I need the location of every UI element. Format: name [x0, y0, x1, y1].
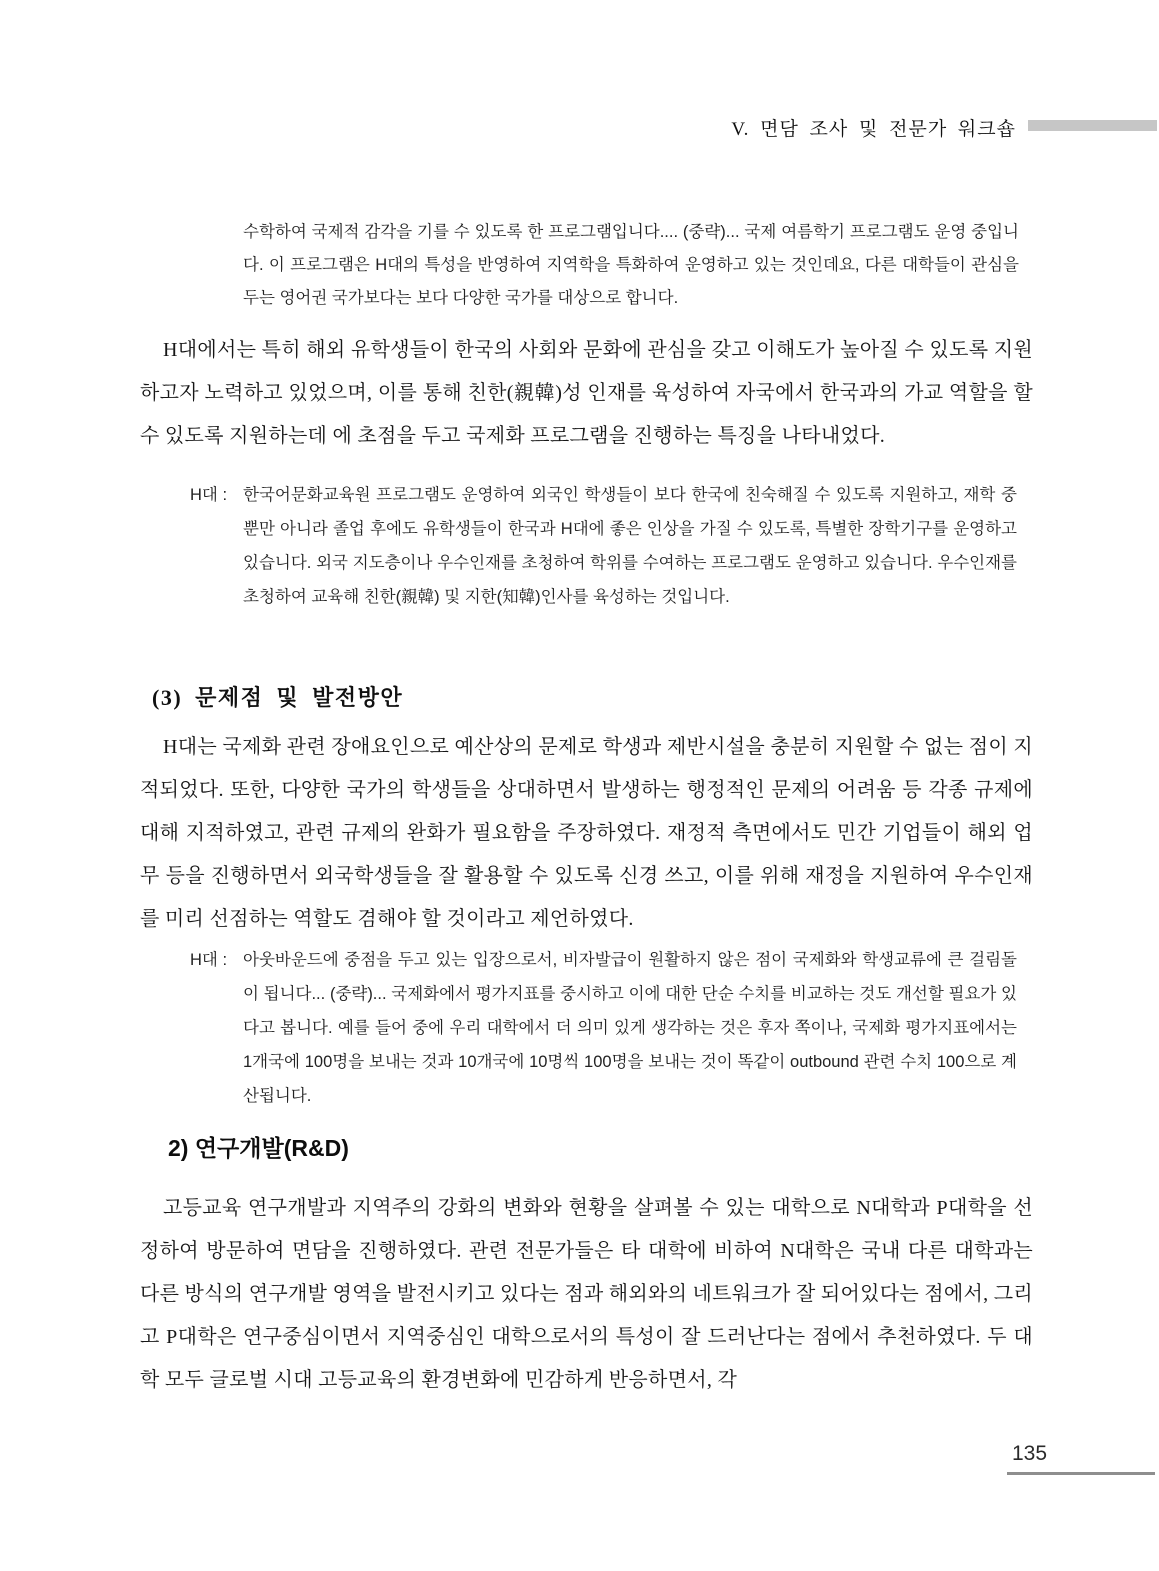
quote-continuation-block: 수학하여 국제적 감각을 기를 수 있도록 한 프로그램입니다.... (중략)... 국제 여름학기 프로그램도 운영 중입니다. 이 프로그램은 H대의 특성을 반영하여 지역학을 특화하여 운영하고 있는 것인데요, 다른 대학들이 관심을 두는 영어권 국가보다는 보다 다양한 국가를 대상으로 합니다.: [243, 223, 1019, 307]
quote-speaker-label: H대 :: [190, 486, 228, 504]
interview-quote-1: [190, 478, 1017, 614]
page-number: 135: [1012, 1442, 1048, 1465]
subsection-heading-rnd: 2) 연구개발(R&D): [168, 1135, 349, 1161]
body-paragraph-2: H대는 국제화 관련 장애요인으로 예산상의 문제로 학생과 제반시설을 충분히 지원할 수 없는 점이 지적되었다. 또한, 다양한 국가의 학생들을 상대하면서 발생하는 행정적인 문제의 어려움 등 각종 규제에 대해 지적하였고, 관련 규제의 완화가 필요함을 주장하였다. 재정적 측면에서도 민간 기업들이 해외 업무 등을 진행하면서 외국학생들을 잘 활용할 수 있도록 신경 쓰고, 이를 위해 재정을 지원하여 우수인재를 미리 선점하는 역할도 겸해야 할 것이라고 제언하였다.: [140, 736, 1033, 930]
page-footer: [1007, 1440, 1157, 1475]
quote-text: 한국어문화교육원 프로그램도 운영하여 외국인 학생들이 보다 한국에 친숙해질 수 있도록 지원하고, 재학 중 뿐만 아니라 졸업 후에도 유학생들이 한국과 H대에 좋은 인상을 가질 수 있도록, 특별한 장학기구를 운영하고 있습니다. 외국 지도층이나 우수인재를 초청하여 학위를 수여하는 프로그램도 운영하고 있습니다. 우수인재를 초청하여 교육해 친한(親韓) 및 지한(知韓)인사를 육성하는 것입니다.: [243, 486, 1017, 606]
body-paragraph-3: 고등교육 연구개발과 지역주의 강화의 변화와 현황을 살펴볼 수 있는 대학으로 N대학과 P대학을 선정하여 방문하여 면담을 진행하였다. 관련 전문가들은 타 대학에 비하여 N대학은 국내 다른 대학과는 다른 방식의 연구개발 영역을 발전시키고 있다는 점과 해외와의 네트워크가 잘 되어있다는 점에서, 그리고 P대학은 연구중심이면서 지역중심인 대학으로서의 특성이 잘 드러난다는 점에서 추천하였다. 두 대학 모두 글로벌 시대 고등교육의 환경변화에 민감하게 반응하면서, 각: [140, 1197, 1033, 1391]
quote-speaker-label: H대 :: [190, 951, 228, 969]
body-paragraph-1: H대에서는 특히 해외 유학생들이 한국의 사회와 문화에 관심을 갖고 이해도가 높아질 수 있도록 지원하고자 노력하고 있었으며, 이를 통해 친한(親韓)성 인재를 육성하여 자국에서 한국과의 가교 역할을 할 수 있도록 지원하는데 에 초점을 두고 국제화 프로그램을 진행하는 특징을 나타내었다.: [140, 339, 1033, 447]
quote-text: 아웃바운드에 중점을 두고 있는 입장으로서, 비자발급이 원활하지 않은 점이 국제화와 학생교류에 큰 걸림돌이 됩니다... (중략)... 국제화에서 평가지표를 중시하고 이에 대한 단순 수치를 비교하는 것도 개선할 필요가 있다고 봅니다. 예를 들어 중에 우리 대학에서 더 의미 있게 생각하는 것은 후자 쪽이나, 국제화 평가지표에서는 1개국에 100명을 보내는 것과 10개국에 10명씩 100명을 보내는 것이 똑같이 outbound 관련 수치 100으로 계산됩니다.: [243, 951, 1017, 1105]
interview-quote-2: [190, 943, 1017, 1113]
header-decorative-bar: [1028, 120, 1157, 131]
footer-rule: [1007, 1472, 1155, 1475]
section-heading-problems: (3) 문제점 및 발전방안: [152, 685, 404, 710]
chapter-title: V. 면담 조사 및 전문가 워크숍: [731, 119, 1016, 140]
page-header: [0, 114, 1159, 140]
